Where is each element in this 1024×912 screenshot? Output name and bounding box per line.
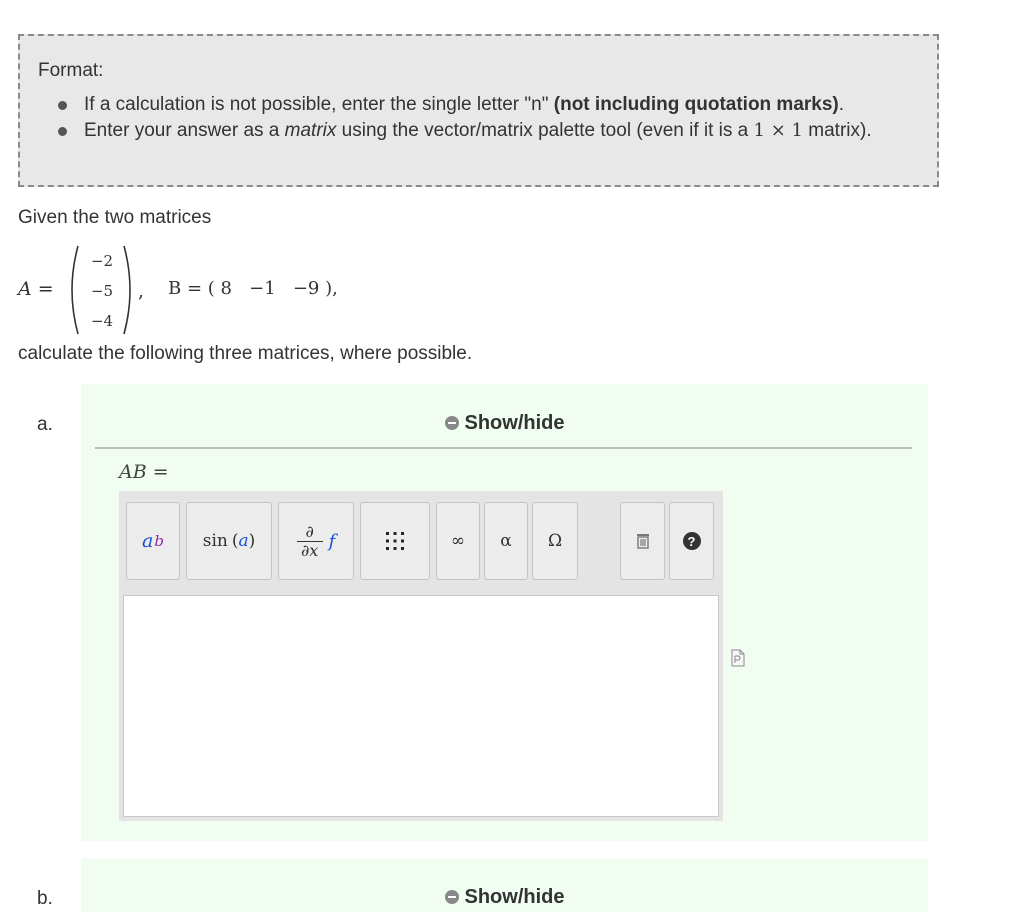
- expression-label: AB =: [119, 461, 169, 483]
- derivative-button[interactable]: ∂ ∂x f: [278, 502, 354, 580]
- collapse-icon: [445, 416, 459, 430]
- problem-intro: Given the two matrices: [18, 207, 212, 228]
- format-list: [58, 92, 928, 144]
- format-item-matrix: Enter your answer as a matrix using the vector/matrix palette tool (even if it is a 1 × 1 matrix).: [58, 118, 928, 144]
- math-editor: [119, 491, 723, 821]
- part-a-panel: [81, 384, 928, 841]
- matrix-separator: ,: [138, 280, 145, 302]
- matrix-grid-icon: [385, 531, 405, 551]
- format-box: [18, 34, 939, 187]
- part-a-divider: [95, 447, 912, 449]
- greek-lower-button[interactable]: α: [484, 502, 528, 580]
- matrix-a-paren-left: [64, 244, 80, 336]
- trash-icon: [636, 533, 650, 549]
- help-icon: ?: [683, 532, 701, 550]
- part-b-panel: [81, 858, 928, 912]
- superscript-button[interactable]: a b: [126, 502, 180, 580]
- part-b-show-hide-toggle[interactable]: Show/hide: [81, 886, 928, 909]
- bullet-icon: [58, 101, 67, 110]
- help-button[interactable]: [669, 502, 714, 580]
- matrix-a-entry: −2: [90, 252, 114, 270]
- function-button[interactable]: sin ( a ): [186, 502, 272, 580]
- part-a-label: a.: [37, 414, 53, 435]
- part-a-show-hide-toggle[interactable]: Show/hide: [81, 412, 928, 435]
- clear-button[interactable]: [620, 502, 665, 580]
- collapse-icon: [445, 890, 459, 904]
- matrix-a-entry: −4: [90, 312, 114, 330]
- matrix-a-column: [82, 246, 122, 336]
- bullet-icon: [58, 127, 67, 136]
- format-title: Format:: [38, 60, 104, 81]
- matrices-display: [18, 244, 518, 334]
- matrix-button[interactable]: [360, 502, 430, 580]
- part-b-label: b.: [37, 888, 53, 909]
- matrix-a-label: A =: [18, 278, 54, 300]
- greek-upper-button[interactable]: Ω: [532, 502, 578, 580]
- answer-input-area[interactable]: [123, 595, 719, 817]
- format-item-not-possible: If a calculation is not possible, enter the single letter "n" (not including quotation marks).: [58, 92, 928, 118]
- matrix-a-entry: −5: [90, 282, 114, 300]
- preview-icon[interactable]: [731, 649, 745, 667]
- matrix-a-paren-right: [122, 244, 138, 336]
- infinity-button[interactable]: ∞: [436, 502, 480, 580]
- matrix-b: B = ( 8 −1 −9 ),: [168, 278, 338, 299]
- problem-instruction: calculate the following three matrices, where possible.: [18, 343, 473, 364]
